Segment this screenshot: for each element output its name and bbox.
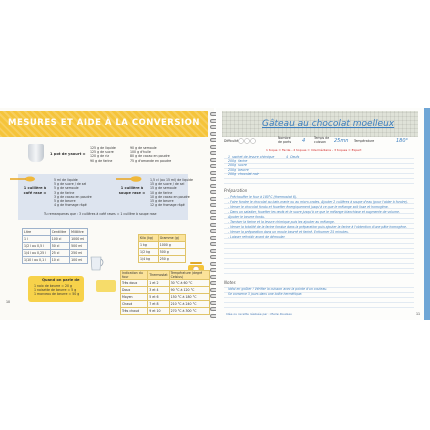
yogurt-pot-icon (28, 144, 44, 162)
left-page-title: MESURES ET AIDE À LA CONVERSION (8, 118, 200, 128)
page-edge-tab (424, 108, 430, 320)
persons-label: Nombre de parts (278, 136, 292, 145)
butter-note: Quand on parle de 1 noix de beurre = 20 g 1 noisette de beurre = 5 g 1 morceau de beurre = 50 g (28, 276, 84, 302)
soup-spoon-icon (116, 176, 142, 182)
recipe-title-band (222, 111, 418, 137)
persons-value: 4 (302, 138, 306, 144)
recipe-title: Gâteau au chocolat moelleux (262, 119, 395, 129)
liquid-table: Litre Centilitre Millilitre 1 l 100 cl 1000 ml 1/2 l ou 0,5 l 50 cl 500 ml 1/4 l ou 0,25 l 25 cl 250 ml 1/10 l ou 0,1 l 10 cl 100 ml (22, 228, 88, 264)
chef-hat-icons (238, 137, 256, 145)
preparation-label: Préparation (224, 188, 248, 193)
measuring-jug-icon (88, 254, 106, 272)
prep-step: - Préchauffer le four à 180°C (thermostat 6). (228, 195, 298, 199)
temp-label: Température (354, 139, 375, 143)
oven-table: Indication du four Thermostat Température (degré Celsius) Très doux 1 et 2 30 °C à 60 °C Doux 3 et 4 90 °C à 120 °C Moyen 5 et 6 150 °C à 180 °C Chaud 7 et 8 210 °C à 240 °C Très chaud 9 et 10 270 °C à 300 °C (120, 270, 210, 315)
butter-block-icon (96, 280, 116, 292)
left-title-band (0, 111, 208, 137)
time-value: 25mn (334, 138, 349, 144)
temp-value: 180° (396, 138, 409, 144)
time-label: Temps de cuisson (314, 136, 330, 145)
prep-step: - Faire fondre le chocolat au bain-marie ou au micro-ondes. Ajouter 2 cuillères à soupe d'eau (pour l'aider à fondre). (228, 200, 408, 204)
notes-box: Idéal en goûter ! Vérifier la cuisson avec la pointe d'un couteau. Se conserve 3 jours dans une boîte hermétique. (224, 286, 414, 308)
coffee-spoon-icon (10, 176, 36, 182)
recipe-footer: Idée ou recette réalisée par : Marie Rouleau (226, 312, 292, 316)
notes-label: Notes (224, 280, 236, 285)
prep-step: - Tamiser la farine et la levure chimique puis les ajouter au mélange. (228, 220, 335, 224)
left-page (0, 108, 214, 320)
book-spread (0, 108, 430, 320)
difficulty-scale: 1 toque = Facile - 2 toques = Intermédiaire - 3 toques = Expert (266, 148, 362, 152)
preparation-box (224, 194, 414, 274)
yogurt-col2: 90 g de semoule 100 g d'huile 80 g de cacao en poudre 75 g d'amande en poudre (130, 146, 172, 163)
weight-table: Kilo (kg) Gramme (g) 1 kg 1000 g 1/2 kg 500 g 1/4 kg 250 g (138, 234, 186, 263)
yogurt-label: 1 pot de yaourt = (50, 152, 86, 156)
left-page-number: 10 (6, 300, 11, 304)
prep-step: - Verser la totalité de la farine fondue dans la préparation puis ajouter la farine à l'obtention d'une pâte homogène. (228, 225, 407, 229)
prep-step: - Laisser refroidir avant de démouler. (228, 235, 286, 239)
right-page (216, 108, 430, 320)
soup-spoon-list: 1,5 cl (ou 15 ml) de liquide 15 g de sucre / de sel 15 g de semoule 10 g de farine 10 g de cacao en poudre 15 g de beurre 12 g de fromage râpé (150, 178, 193, 208)
right-page-number: 11 (416, 312, 421, 316)
soup-spoon-label: 1 cuillère à soupe rase = (118, 186, 146, 195)
prep-step: - Verser le chocolat fondu et fouetter énergiquement jusqu'à ce que le mélange soit lisse et homogène. (228, 205, 389, 209)
coffee-spoon-list: 5 ml de liquide 5 g de sucre / de sel 5 g de semoule 3 g de farine 3 g de cacao en poudre 5 g de beurre 4 g de fromage râpé (54, 178, 92, 208)
yogurt-col1: 125 g de liquide 125 g de sucre 120 g de riz 90 g de farine (90, 146, 116, 163)
spoon-note: Tu remarqueras que : 3 cuillères à café rases = 1 cuillère à soupe rase (44, 212, 157, 216)
difficulty-label: Difficulté (224, 139, 239, 143)
ingredients-box: 1 sachet de levure chimique 200g farine 200g sucre 250g beurre 200g chocolat noir 4 Oeufs (224, 154, 414, 184)
coffee-spoon-label: 1 cuillère à café rase = (23, 186, 47, 195)
prep-step: - Dans un saladier, fouetter les œufs et le sucre jusqu'à ce que le mélange blanchisse et augmente de volume. Ajouter le beurre fondu. (228, 210, 400, 219)
prep-step: - Verser la préparation dans un moule beurré et fariné. Enfourner 25 minutes. (228, 230, 349, 234)
